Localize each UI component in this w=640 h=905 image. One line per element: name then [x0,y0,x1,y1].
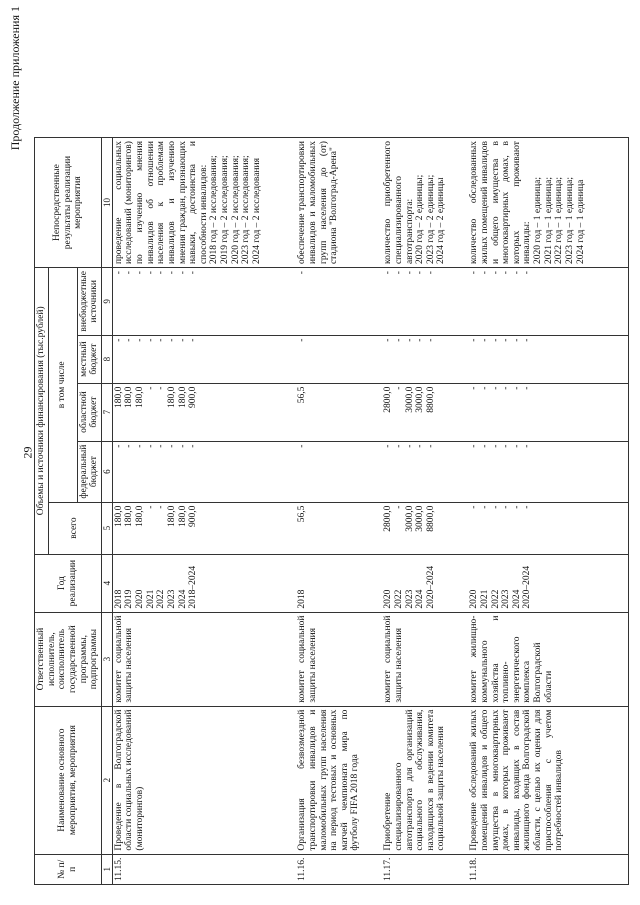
row-years-value: 2020–2024 [425,565,436,609]
row-federal-value: - [501,444,512,448]
row-federal-value: - [156,444,167,448]
row-regional [112,383,296,441]
row-years-value: 2022 [156,589,167,609]
row-result-line: 2020 год – 2 единицы; [415,174,426,265]
row-local-value: - [297,338,308,342]
row-federal-value: - [177,444,188,448]
row-offbudget-value: - [145,271,156,275]
row-offbudget-value: - [404,271,415,275]
row-local-value: - [124,338,135,342]
row-regional-value: 180,0 [135,386,146,408]
column-number: 1 [101,854,112,884]
row-years-value: 2020 [383,589,394,609]
row-years-value: 2019 [124,589,135,609]
table-body [112,138,628,885]
row-total-value: 56,5 [297,505,308,523]
header-total: всего [48,502,101,554]
row-result [112,138,296,268]
row-local-value: - [490,338,501,342]
row-offbudget-value: - [135,271,146,275]
row-number: 11.17. [382,854,468,884]
header-result: Непосредственные результаты реализации мероприятия [35,138,102,268]
row-total-value: 180,0 [113,505,124,527]
row-years-value: 2023 [404,589,415,609]
table-row [382,138,468,885]
row-regional-value: - [490,386,501,390]
row-local-value: - [383,338,394,342]
row-local-value: - [511,338,522,342]
row-offbudget-value: - [469,271,480,275]
row-offbudget-value: - [425,271,436,275]
row-result-line: 2019 год – 2 исследования; [220,155,231,265]
row-years-value: 2021 [479,589,490,609]
program-table [34,137,629,885]
header-federal: федеральный бюджет [77,441,101,502]
column-number: 4 [101,554,112,612]
row-local [296,335,382,383]
row-years-value: 2020 [469,589,480,609]
header-name: Наименование основного мероприятия, мероприятия [35,706,102,854]
row-regional-value: - [393,386,404,390]
row-total-value: - [511,505,522,509]
row-regional-value: - [511,386,522,390]
row-total-value: - [469,505,480,509]
row-regional-value: - [145,386,156,390]
row-executor: комитет жилищно-коммунального хозяйства и топливно-энергетического комплекса Волгоградской области [468,612,628,706]
row-result-line: проведение социальных исследований (мониторингов) по изучению мнения инвалидов об отношении населения к проблемам инвалидов и изучению мнения граждан, признающих навыки, достоинства и способности инвалидов: [113,141,209,265]
row-local-value: - [425,338,436,342]
row-regional-value: - [501,386,512,390]
page-number: 29 [20,446,35,459]
row-offbudget-value: - [124,271,135,275]
row-name: Проведение в Волгоградской области социальных исследований (мониторингов) [112,706,296,854]
column-number: 10 [101,138,112,268]
row-federal-value: - [113,444,124,448]
header-year: Год реализации [35,554,102,612]
row-offbudget-value: - [297,271,308,275]
row-regional [468,383,628,441]
row-regional-value: 56,5 [297,386,308,404]
row-regional-value: 180,0 [113,386,124,408]
row-total-value: 180,0 [124,505,135,527]
row-years-value: 2018 [113,589,124,609]
row-offbudget-value: - [383,271,394,275]
row-years-value: 2023 [501,589,512,609]
row-result-line: 2023 год – 2 исследования; [241,155,252,265]
column-number: 9 [101,268,112,336]
row-offbudget-value: - [490,271,501,275]
row-offbudget-value: - [156,271,167,275]
row-years-value: 2020–2024 [522,565,533,609]
row-local-value: - [404,338,415,342]
row-number: 11.18. [468,854,628,884]
row-federal-value: - [393,444,404,448]
row-result-line: 2023 год – 2 единицы; [425,174,436,265]
table-row [296,138,382,885]
row-years-value: 2020 [135,589,146,609]
row-federal-value: - [124,444,135,448]
row-regional-value: 3000,0 [404,386,415,413]
row-result-line: 2020 год – 2 исследования; [230,155,241,265]
column-number: 3 [101,612,112,706]
row-years-value: 2022 [393,589,404,609]
row-result-line: количество приобретенного специализированного автотранспорта: [383,141,415,265]
header-offbudget: внебюджетные источники [77,268,101,336]
row-result-line: 2020 год – 1 единица; [533,176,544,265]
row-years [382,554,468,612]
row-offbudget-value: - [522,271,533,275]
row-years-value: 2018 [297,589,308,609]
row-result-line: количество обследованных жилых помещений инвалидов и общего имущества в многоквартирных домах, в которых проживают инвалиды: [469,141,533,265]
row-federal [296,441,382,502]
row-name: Приобретение специализированного автотранспорта для организаций социального обслуживания, находящихся в ведении комитета социальной защиты населения [382,706,468,854]
row-total-value: - [490,505,501,509]
row-years [296,554,382,612]
row-offbudget [382,268,468,336]
row-offbudget-value: - [113,271,124,275]
table-row [112,138,296,885]
row-result [468,138,628,268]
row-years-value: 2024 [177,589,188,609]
row-offbudget-value: - [188,271,199,275]
row-federal-value: - [383,444,394,448]
row-number: 11.16. [296,854,382,884]
header-local: местный бюджет [77,335,101,383]
header-including: в том числе [48,268,77,503]
row-total [468,502,628,554]
row-executor: комитет социальной защиты населения [382,612,468,706]
column-number: 7 [101,383,112,441]
row-name: Проведение обследований жилых помещений инвалидов и общего имущества в многоквартирных домах, в которых проживают инвалиды, входящих в состав жилищного фонда Волгоградской области, с целью их оценки для приспособления с учетом потребностей инвалидов [468,706,628,854]
row-federal-value: - [522,444,533,448]
row-local-value: - [501,338,512,342]
row-regional [296,383,382,441]
row-federal-value: - [425,444,436,448]
row-years-value: 2022 [490,589,501,609]
row-total-value: - [522,505,533,509]
row-result-line: 2022 год – 1 единица; [554,176,565,265]
row-result-line: 2024 год – 1 единица [575,179,586,265]
header-regional: областной бюджет [77,383,101,441]
row-result-line: 2023 год – 1 единица; [564,176,575,265]
row-offbudget [296,268,382,336]
row-local-value: - [166,338,177,342]
table-row [468,138,628,885]
row-local [468,335,628,383]
row-offbudget-value: - [177,271,188,275]
row-total-value: 8800,0 [425,505,436,532]
column-number: 6 [101,441,112,502]
row-years [112,554,296,612]
row-total-value: 900,0 [188,505,199,527]
row-total-value: - [393,505,404,509]
row-regional-value: - [469,386,480,390]
row-federal-value: - [511,444,522,448]
row-total-value: - [156,505,167,509]
row-total-value: - [145,505,156,509]
appendix-caption: Продолжение приложения 1 [8,6,22,151]
row-years-value: 2023 [166,589,177,609]
column-number: 2 [101,706,112,854]
row-federal [382,441,468,502]
row-federal-value: - [469,444,480,448]
row-federal-value: - [166,444,177,448]
row-result [382,138,468,268]
row-regional-value: 3000,0 [415,386,426,413]
row-offbudget-value: - [166,271,177,275]
header-num: № п/п [35,854,102,884]
column-number: 8 [101,335,112,383]
row-local-value: - [522,338,533,342]
row-offbudget-value: - [501,271,512,275]
row-federal-value: - [490,444,501,448]
row-local-value: - [145,338,156,342]
row-local-value: - [393,338,404,342]
row-federal-value: - [188,444,199,448]
row-years-value: 2024 [511,589,522,609]
row-total [112,502,296,554]
row-total [296,502,382,554]
row-federal [468,441,628,502]
row-total-value: - [479,505,490,509]
row-total [382,502,468,554]
row-result-line: 2018 год – 2 исследования; [209,155,220,265]
row-local-value: - [156,338,167,342]
row-regional-value: - [522,386,533,390]
row-years-value: 2018–2024 [188,565,199,609]
row-regional-value: 180,0 [177,386,188,408]
row-total-value: 180,0 [177,505,188,527]
row-local-value: - [135,338,146,342]
row-offbudget-value: - [393,271,404,275]
row-number: 11.15. [112,854,296,884]
row-result-line: 2024 год – 2 единицы [436,177,447,265]
row-regional-value: 180,0 [124,386,135,408]
column-number-row [101,138,112,885]
row-local-value: - [177,338,188,342]
row-offbudget-value: - [511,271,522,275]
row-total-value: 180,0 [166,505,177,527]
row-result-line: 2024 год – 2 исследования [251,158,262,265]
row-executor: комитет социальной защиты населения [112,612,296,706]
row-offbudget [112,268,296,336]
row-years [468,554,628,612]
row-federal-value: - [297,444,308,448]
row-regional-value: 900,0 [188,386,199,408]
row-local [112,335,296,383]
row-local-value: - [188,338,199,342]
row-federal-value: - [404,444,415,448]
row-result-line: 2021 год – 1 единица; [543,176,554,265]
row-total-value: 3000,0 [415,505,426,532]
row-executor: комитет социальной защиты населения [296,612,382,706]
row-years-value: 2021 [145,589,156,609]
row-local-value: - [415,338,426,342]
row-offbudget [468,268,628,336]
row-federal-value: - [145,444,156,448]
row-total-value: - [501,505,512,509]
row-regional-value: 8800,0 [425,386,436,413]
row-total-value: 180,0 [135,505,146,527]
row-federal [112,441,296,502]
row-regional-value: - [156,386,167,390]
row-federal-value: - [479,444,490,448]
row-local-value: - [469,338,480,342]
row-result-line: обеспечение транспортировки инвалидов и маломобильных групп населения до (от) стадиона "Волгоград-Арена" [297,141,340,265]
row-regional-value: 2800,0 [383,386,394,413]
row-name: Организация безвозмездной транспортировки инвалидов и маломобильных групп населения на период тестовых и основных матчей чемпионата мира по футболу FIFA 2018 года [296,706,382,854]
row-local [382,335,468,383]
row-regional [382,383,468,441]
row-total-value: 3000,0 [404,505,415,532]
row-local-value: - [113,338,124,342]
row-years-value: 2024 [415,589,426,609]
row-local-value: - [479,338,490,342]
row-federal-value: - [135,444,146,448]
header-financing: Объемы и источники финансирования (тыс.рублей) [35,268,49,555]
row-result [296,138,382,268]
row-federal-value: - [415,444,426,448]
header-executor: Ответственный исполнитель, соисполнитель государственной программы, подпрограммы [35,612,102,706]
row-offbudget-value: - [415,271,426,275]
row-offbudget-value: - [479,271,490,275]
row-total-value: 2800,0 [383,505,394,532]
row-regional-value: 180,0 [166,386,177,408]
column-number: 5 [101,502,112,554]
row-regional-value: - [479,386,490,390]
